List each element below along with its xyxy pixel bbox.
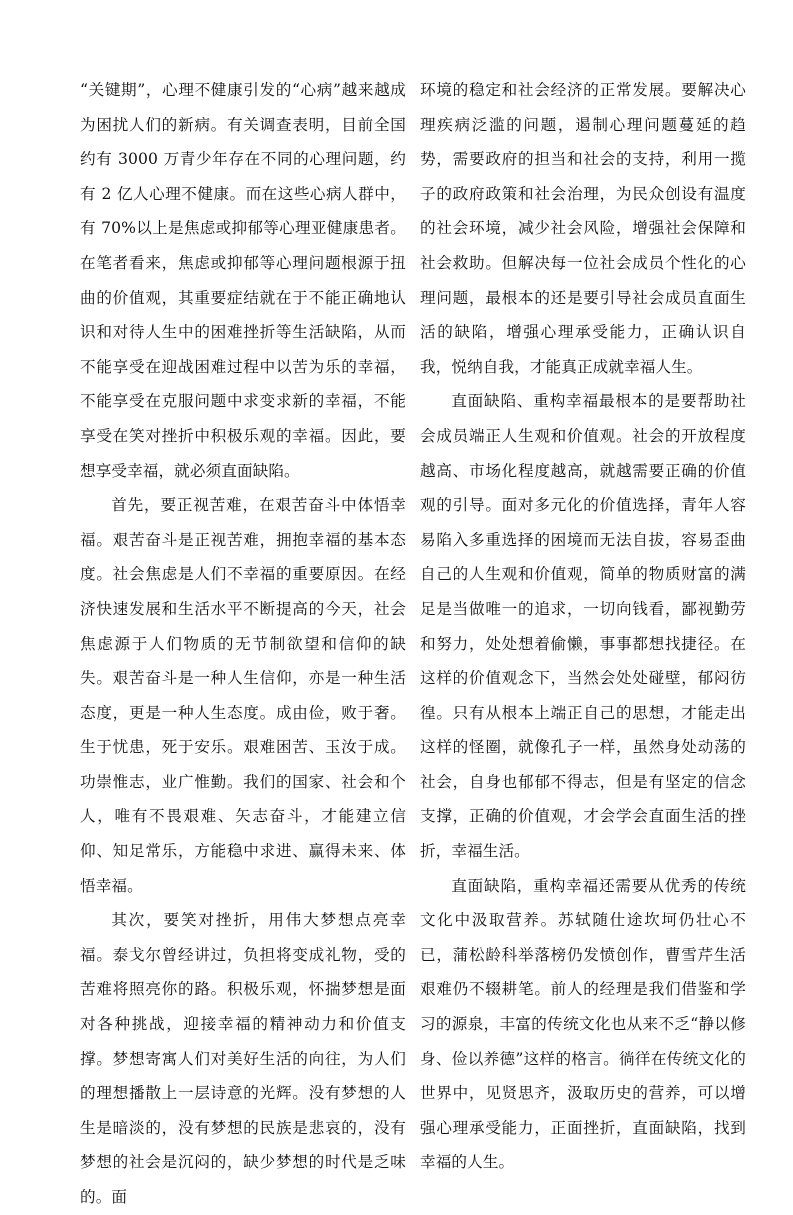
paragraph: 其次，要笑对挫折，用伟大梦想点亮幸福。泰戈尔曾经讲过，负担将变成礼物，受的苦难将照亮你的路。积极乐观，怀揣梦想是面对各种挑战，迎接幸福的精神动力和价值支撑。梦想寄寓人们对美好生活的向往，为人们的理想播散上一层诗意的光辉。没有梦想的人生是暗淡的，没有梦想的民族是悲哀的，没有梦想的社会是沉闷的，缺少梦想的时代是乏味的。面 [80, 911, 406, 1206]
paragraph: 直面缺陷、重构幸福最根本的是要帮助社会成员端正人生观和价值观。社会的开放程度越高、市场化程度越高，就越需要正确的价值观的引导。面对多元化的价值选择，青年人容易陷入多重选择的困境而无法自拔，容易歪曲自己的人生观和价值观，简单的物质财富的满足是当做唯一的追求，一切向钱看，鄙视勤劳和努力，处处想着偷懒，事事都想找捷径。在这样的价值观念下，当然会处处碰壁，郁闷彷徨。只有从根本上端正自己的思想，才能走出这样的怪圈，就像孔子一样，虽然身处动荡的社会，自身也郁郁不得志，但是有坚定的信念支撑，正确的价值观，才会学会直面生活的挫折，幸福生活。 [420, 392, 746, 861]
paragraph: 环境的稳定和社会经济的正常发展。要解决心理疾病泛滥的问题，遏制心理问题蔓延的趋势，需要政府的担当和社会的支持，利用一揽子的政府政策和社会治理，为民众创设有温度的社会环境，减少社会风险，增强社会保障和社会救助。但解决每一位社会成员个性化的心理问题，最根本的还是要引导社会成员直面生活的缺陷，增强心理承受能力，正确认识自我，悦纳自我，才能真正成就幸福人生。 [420, 81, 746, 376]
paragraph: 首先，要正视苦难，在艰苦奋斗中体悟幸福。艰苦奋斗是正视苦难，拥抱幸福的基本态度。社会焦虑是人们不幸福的重要原因。在经济快速发展和生活水平不断提高的今天，社会焦虑源于人们物质的无节制欲望和信仰的缺失。艰苦奋斗是一种人生信仰，亦是一种生活态度，更是一种人生态度。成由俭，败于奢。生于忧患，死于安乐。艰难困苦、玉汝于成。功崇惟志，业广惟勤。我们的国家、社会和个人，唯有不畏艰难、矢志奋斗，才能建立信仰、知足常乐，方能稳中求进、赢得未来、体悟幸福。 [80, 496, 406, 895]
paragraph: 直面缺陷，重构幸福还需要从优秀的传统文化中汲取营养。苏轼随仕途坎坷仍壮心不已，蒲松龄科举落榜仍发愤创作，曹雪芹生活艰难仍不辍耕笔。前人的经理是我们借鉴和学习的源泉，丰富的传统文化也从来不乏“静以修身、俭以养德”这样的格言。徜徉在传统文化的世界中，见贤思齐，汲取历史的营养，可以增强心理承受能力，正面挫折，直面缺陷，找到幸福的人生。 [420, 876, 746, 1172]
paragraph: “关键期”，心理不健康引发的“心病”越来越成为困扰人们的新病。有关调查表明，目前全国约有 3000 万青少年存在不同的心理问题，约有 2 亿人心理不健康。而在这些心病人群中，有 70%以上是焦虑或抑郁等心理亚健康患者。在笔者看来，焦虑或抑郁等心理问题根源于扭曲的价值观，其重要症结就在于不能正确地认识和对待人生中的困难挫折等生活缺陷，从而不能享受在迎战困难过程中以苦为乐的幸福，不能享受在克服问题中求变求新的幸福，不能享受在笑对挫折中积极乐观的幸福。因此，要想享受幸福，就必须直面缺陷。 [80, 81, 406, 480]
right-column [420, 73, 746, 1180]
left-column [80, 73, 406, 1215]
